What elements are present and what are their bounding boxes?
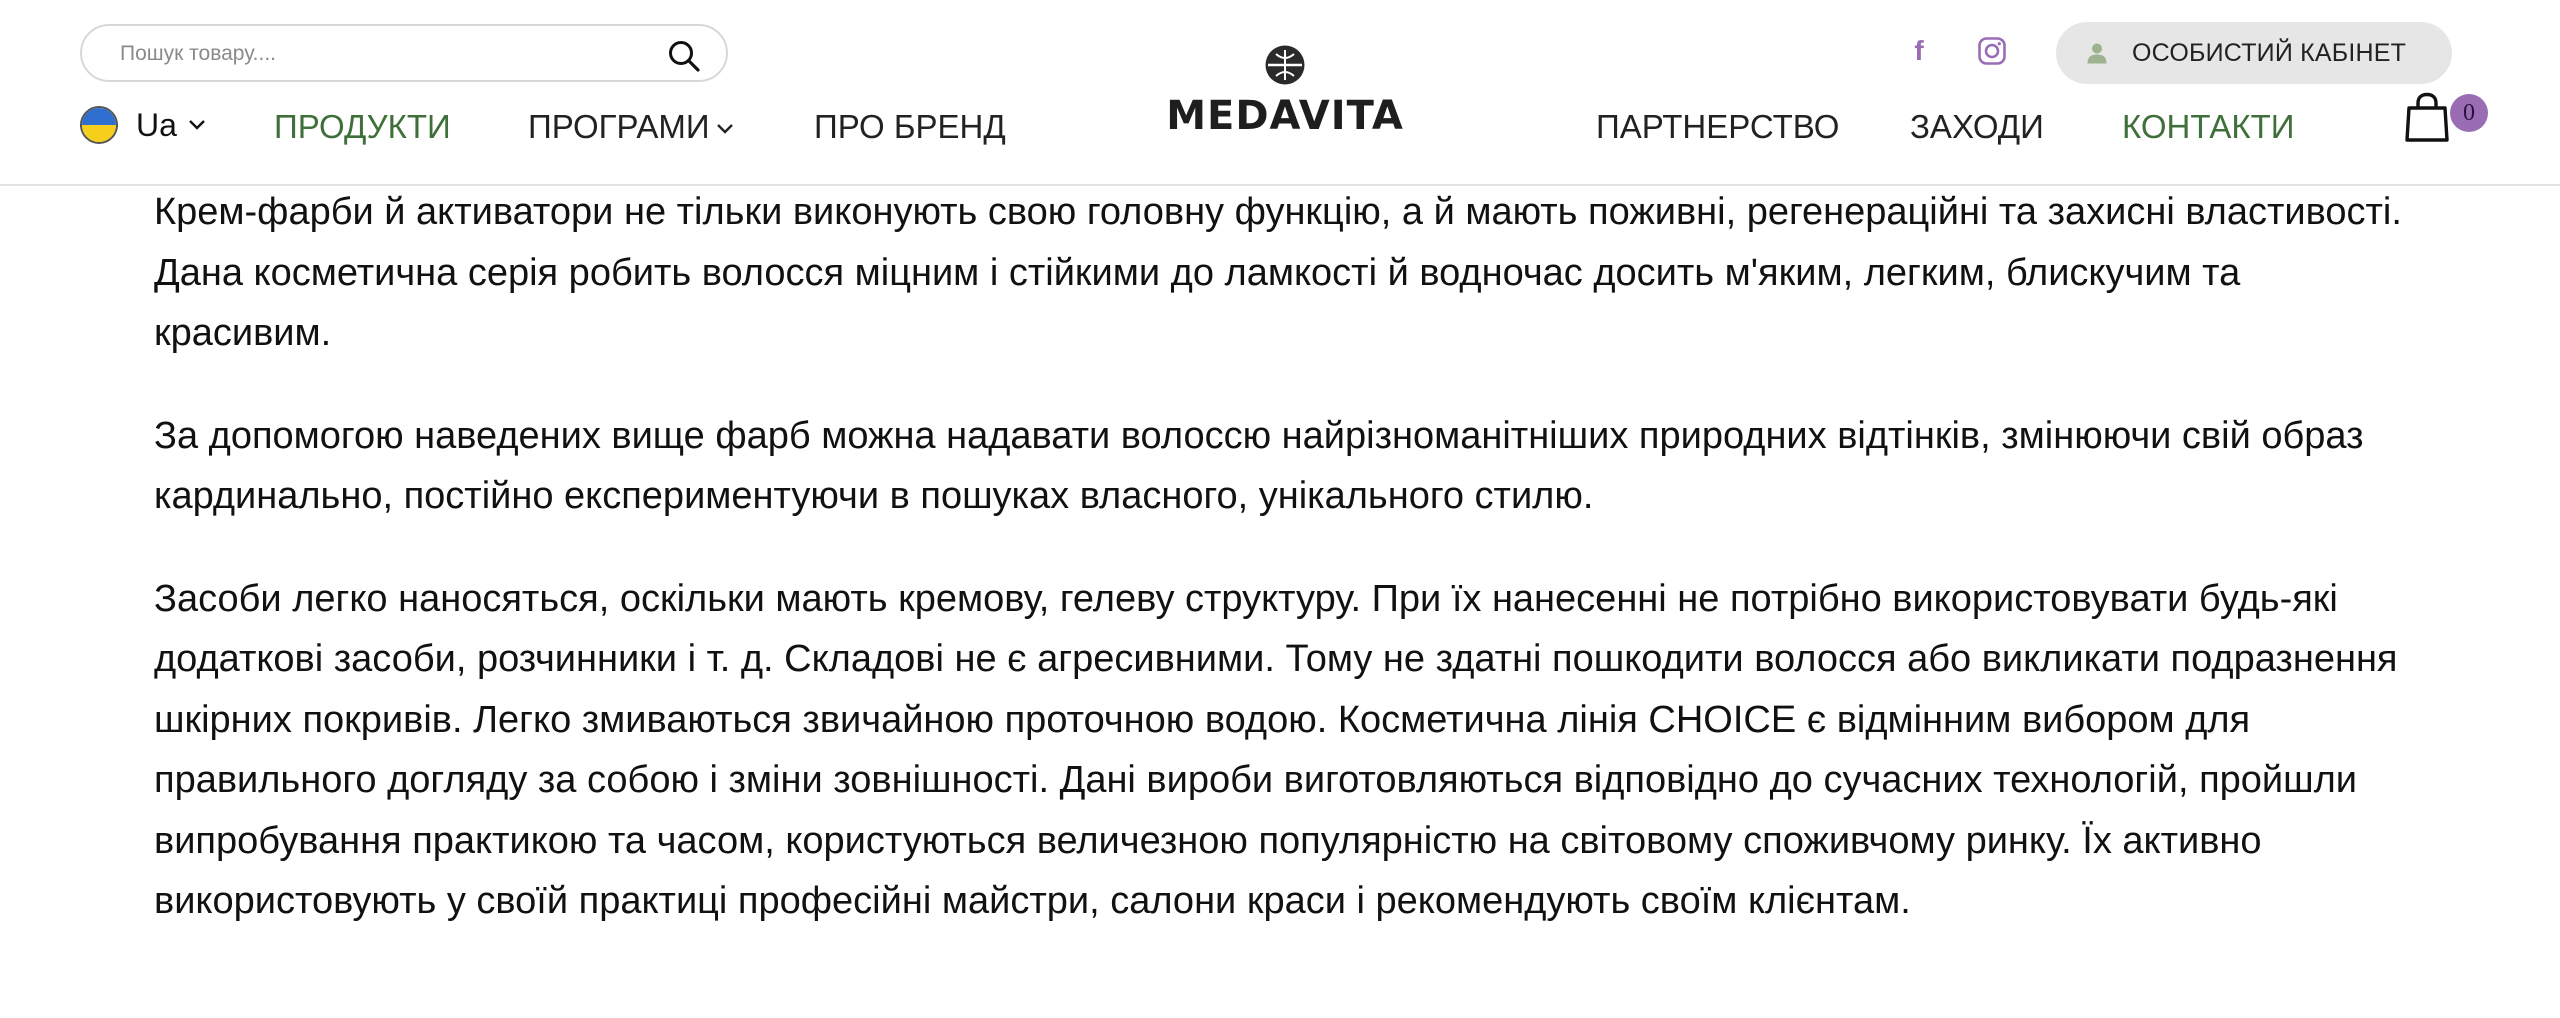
language-selector[interactable] bbox=[80, 100, 207, 150]
nav-programs-label: ПРОГРАМИ bbox=[528, 108, 710, 145]
personal-cabinet-button[interactable] bbox=[2056, 22, 2452, 84]
nav-events[interactable]: ЗАХОДИ bbox=[1910, 108, 2044, 145]
cart-count-badge: 0 bbox=[2450, 94, 2488, 132]
article-content bbox=[154, 182, 2414, 932]
language-code: Ua bbox=[136, 106, 177, 143]
facebook-icon: f bbox=[1914, 35, 1924, 66]
search-box bbox=[80, 24, 728, 82]
user-icon bbox=[2086, 42, 2108, 64]
nav-partnership[interactable]: ПАРТНЕРСТВО bbox=[1596, 108, 1840, 145]
search-input[interactable] bbox=[118, 36, 642, 72]
paragraph-3: Засоби легко наносяться, оскільки мають кремову, гелеву структуру. При їх нанесенні не потрібно використовувати будь-які додаткові засоби, розчинники і т. д. Складові не є агресивними. Тому не здатні пошкодити волосся або викликати подразнення шкірних покривів. Легко змиваються звичайною проточною водою. Косметична лінія CHOICE є відмінним вибором для правильного догляду за собою і зміни зовнішності. Дані вироби виготовляються відповідно до сучасних технологій, пройшли випробування практикою та часом, користуються величезною популярністю на світовому споживчому ринку. Їх активно використовують у своїй практиці професійні майстри, салони краси і рекомендують своїм клієнтам. bbox=[154, 577, 2398, 922]
personal-cabinet-label: ОСОБИСТИЙ КАБІНЕТ bbox=[2132, 38, 2407, 67]
chevron-down-icon bbox=[187, 118, 207, 132]
shopping-bag-icon bbox=[2404, 92, 2450, 144]
chevron-down-icon bbox=[716, 123, 734, 135]
nav-contacts[interactable]: КОНТАКТИ bbox=[2122, 108, 2295, 145]
cart-button[interactable] bbox=[2404, 92, 2450, 144]
paragraph-1: Крем-фарби й активатори не тільки виконують свою головну функцію, а й мають поживні, регенераційні та захисні властивості. Дана косметична серія робить волосся міцним і стійкими до ламкості й водночас досить м'яким, легким, блискучим та красивим. bbox=[154, 191, 2402, 354]
nav-programs[interactable] bbox=[528, 102, 734, 152]
paragraph-2: За допомогою наведених вище фарб можна надавати волоссю найрізноманітніших природних відтінків, змінюючи свій образ кардинально, постійно експериментуючи в пошуках власного, унікального стилю. bbox=[154, 414, 2364, 517]
logo-text: MEDAVITA bbox=[1166, 93, 1404, 139]
medavita-emblem-icon bbox=[1264, 44, 1306, 86]
facebook-link[interactable] bbox=[1902, 34, 1936, 68]
search-icon bbox=[666, 38, 702, 74]
ukraine-flag-icon bbox=[80, 106, 118, 144]
search-button[interactable] bbox=[666, 38, 702, 74]
site-header bbox=[0, 0, 2560, 186]
nav-about-brand[interactable]: ПРО БРЕНД bbox=[814, 108, 1006, 145]
medavita-logo[interactable] bbox=[1138, 44, 1432, 148]
instagram-icon bbox=[1977, 36, 2007, 66]
nav-products[interactable]: ПРОДУКТИ bbox=[274, 108, 451, 145]
instagram-link[interactable] bbox=[1975, 34, 2009, 68]
